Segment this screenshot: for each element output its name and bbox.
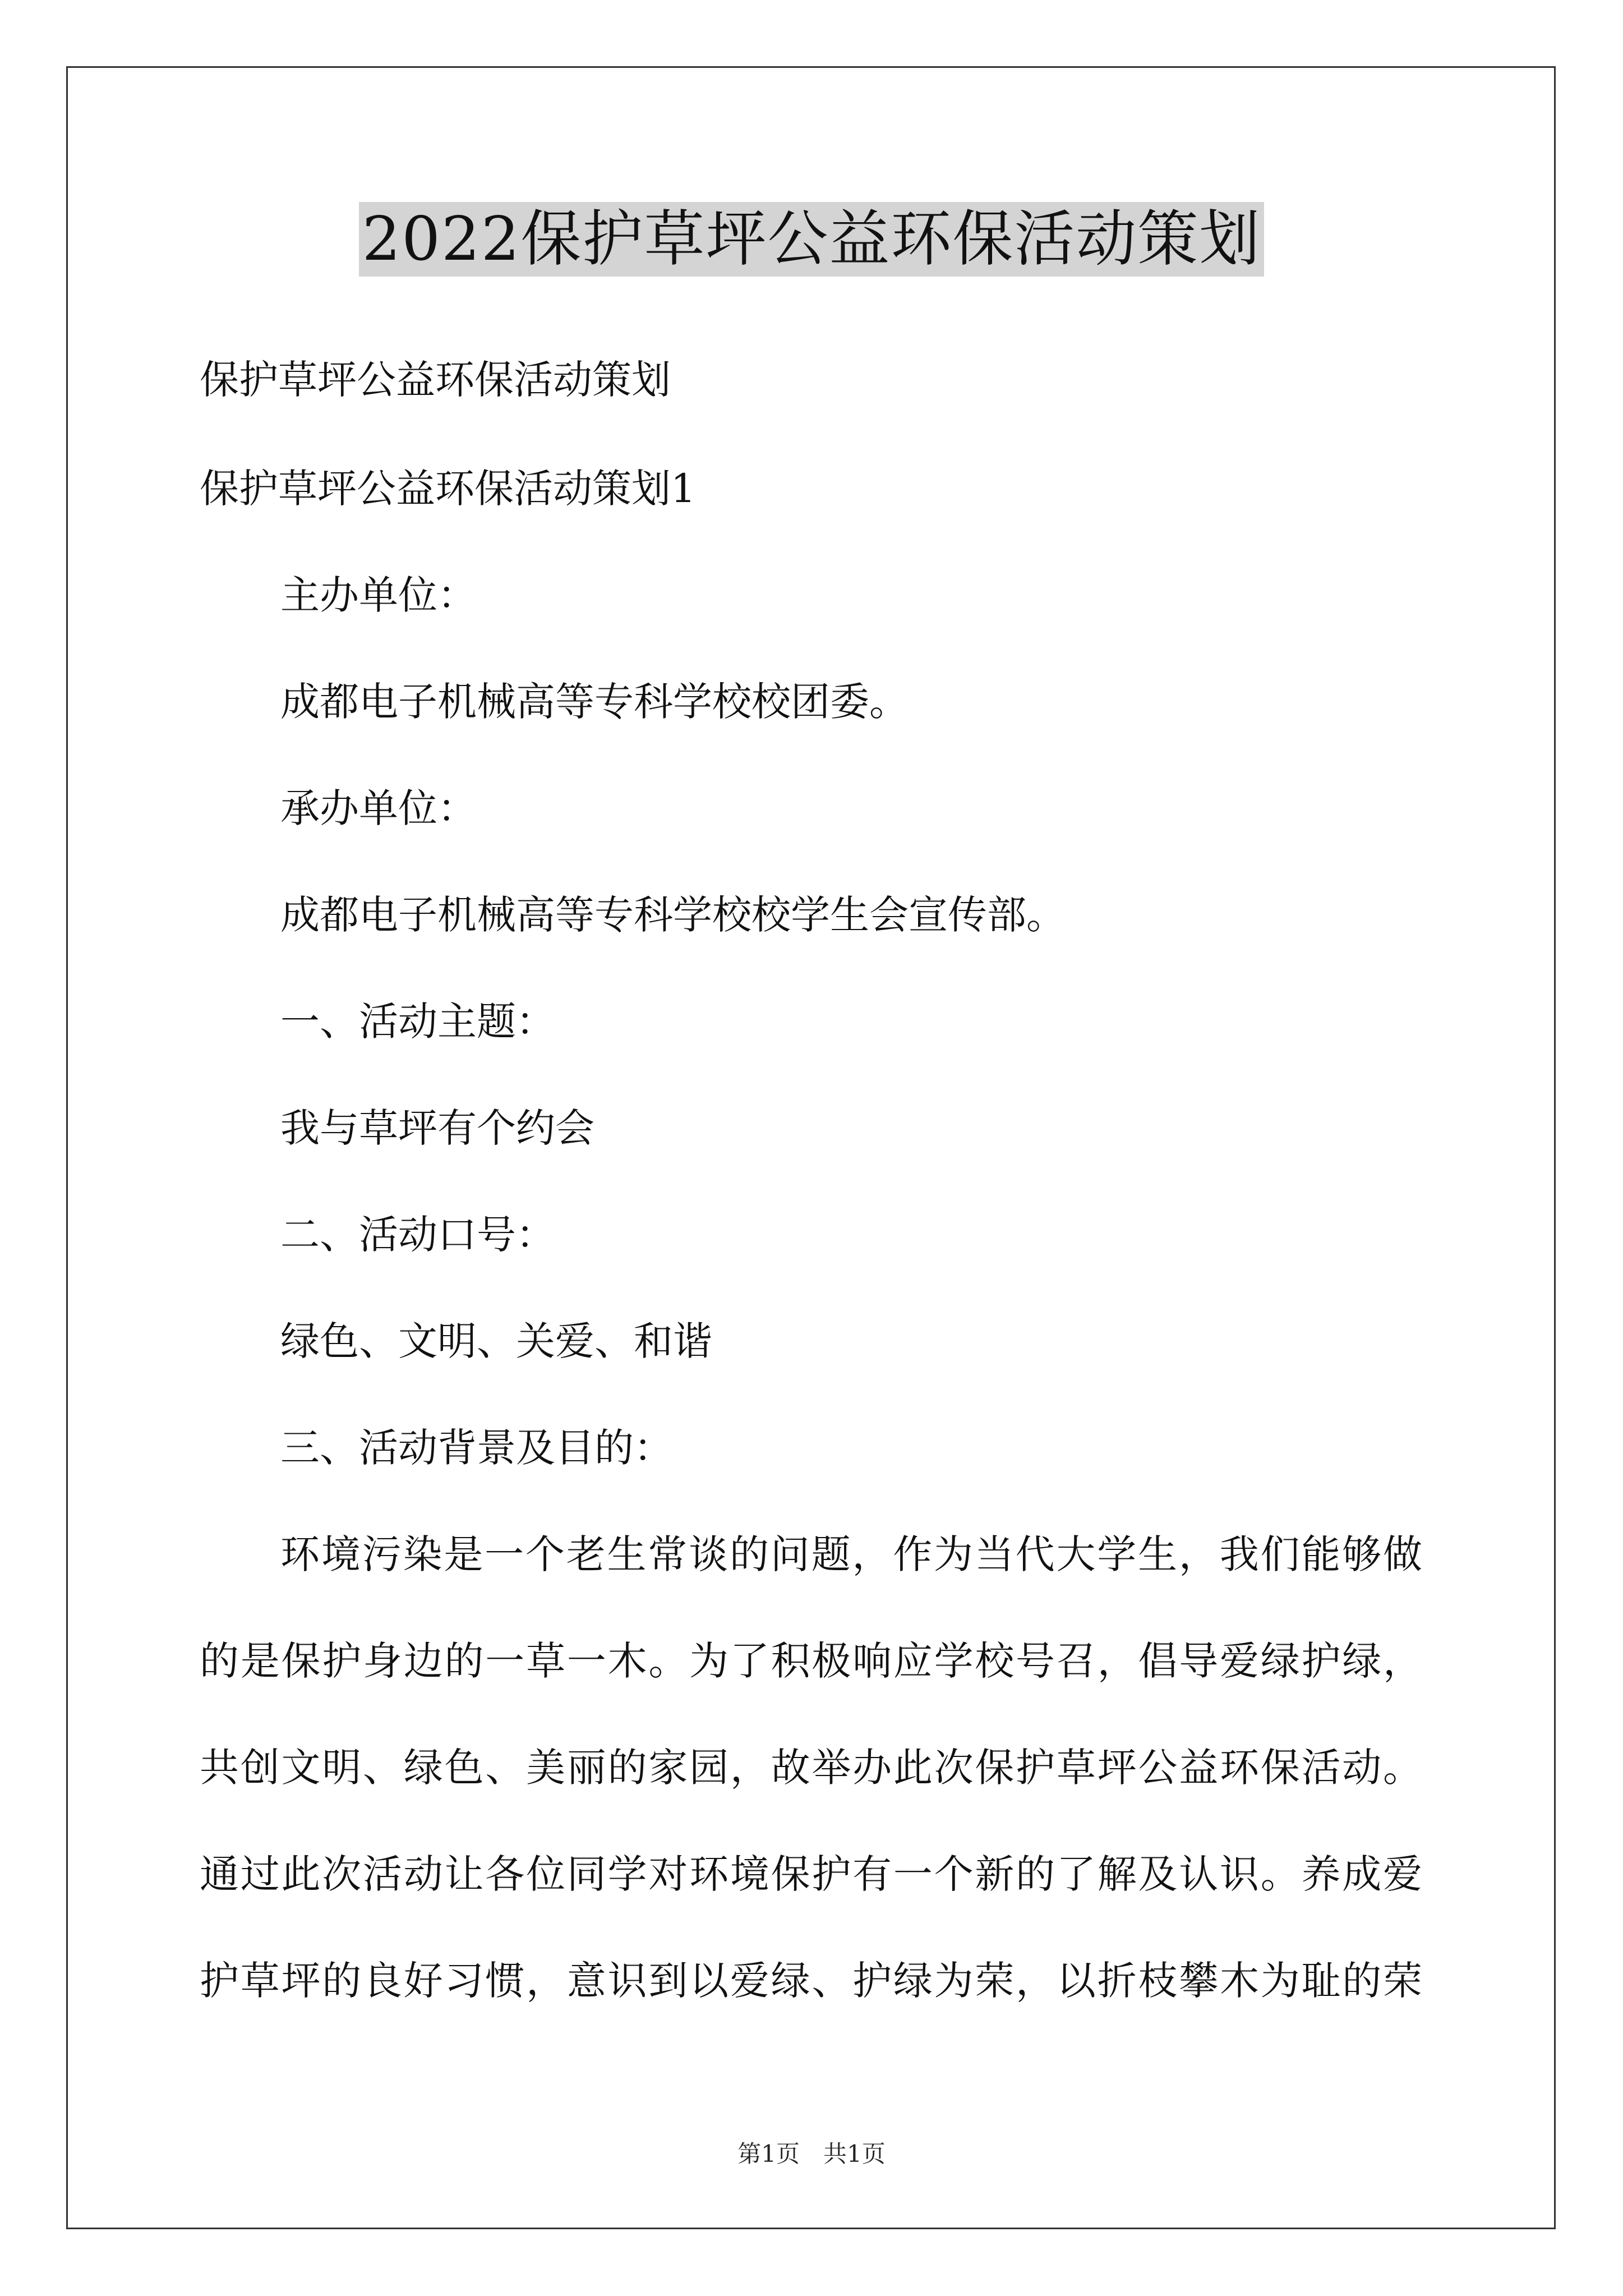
body-text-line: 通过此次活动让各位同学对环境保护有一个新的了解及认识。养成爱 [200,1851,1422,1897]
paragraph-organizer-label: 主办单位： [280,572,477,618]
paragraph-theme: 我与草坪有个约会 [280,1105,594,1151]
paragraph-section-background: 三、活动背景及目的： [280,1425,673,1471]
paragraph-organizer: 成都电子机械高等专科学校校团委。 [280,679,909,725]
body-text-line: 的是保护身边的一草一木。为了积极响应学校号召，倡导爱绿护绿， [200,1638,1422,1684]
body-text-line: 共创文明、绿色、美丽的家园，故举办此次保护草坪公益环保活动。 [200,1745,1422,1791]
paragraph-heading: 保护草坪公益环保活动策划 [200,357,671,403]
paragraph-subheading: 保护草坪公益环保活动策划1 [200,466,696,512]
paragraph-section-theme: 一、活动主题： [280,999,555,1045]
document-title [0,203,1623,276]
page-footer: 第1页 共1页 [737,2140,886,2168]
paragraph-slogan: 绿色、文明、关爱、和谐 [280,1318,712,1364]
paragraph-section-slogan: 二、活动口号： [280,1212,555,1258]
body-text-line: 环境污染是一个老生常谈的问题，作为当代大学生，我们能够做 [280,1531,1422,1577]
paragraph-co-organizer-label: 承办单位： [280,785,477,831]
body-text-line: 护草坪的良好习惯，意识到以爱绿、护绿为荣，以折枝攀木为耻的荣 [200,1958,1422,2004]
paragraph-co-organizer: 成都电子机械高等专科学校校学生会宣传部。 [280,892,1066,938]
document-title-text: 2022保护草坪公益环保活动策划 [359,202,1265,277]
